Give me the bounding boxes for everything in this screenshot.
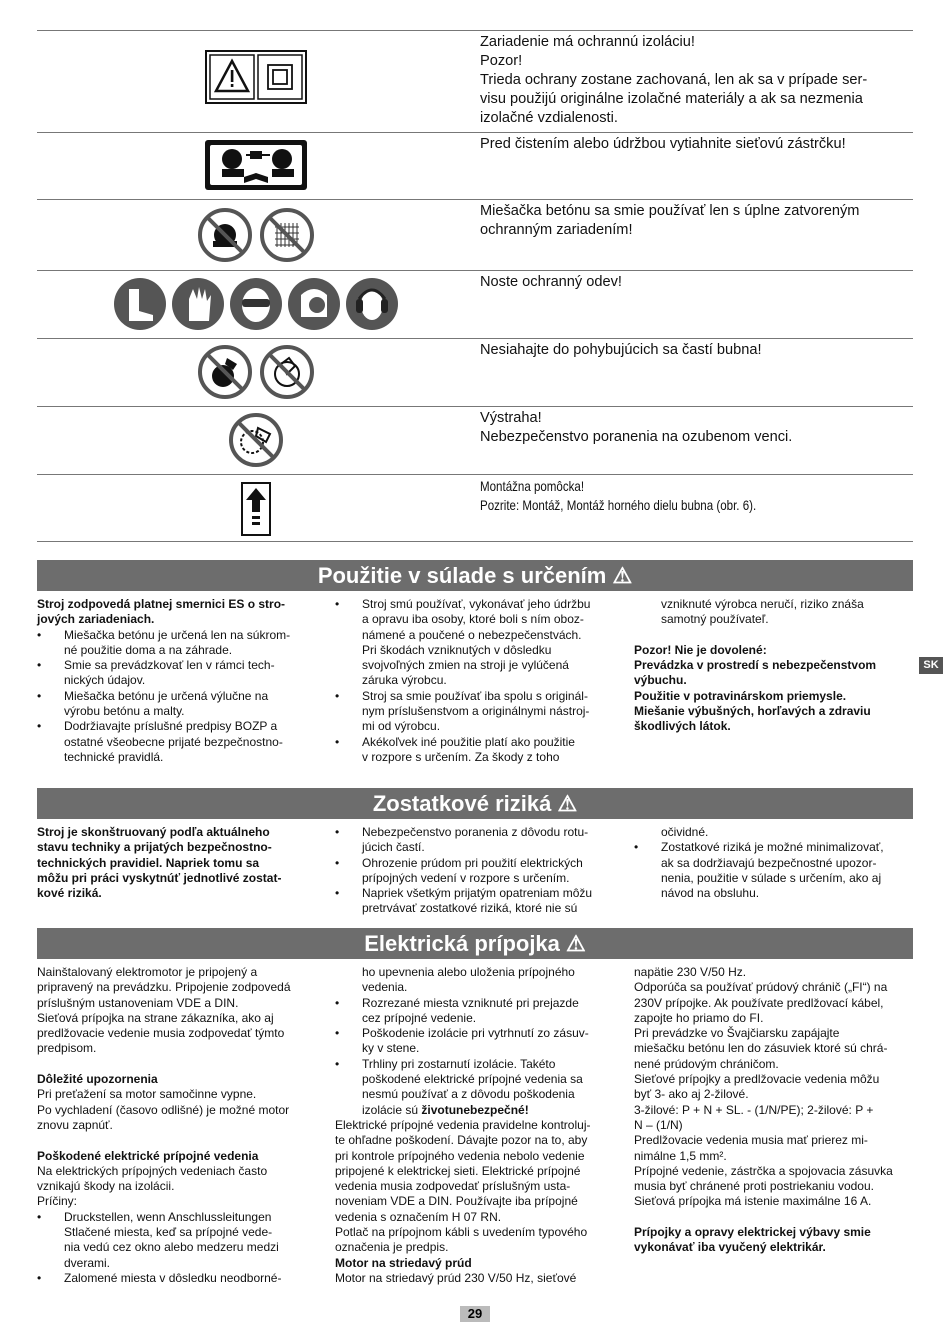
intended-use-col3	[634, 597, 909, 735]
text-line: kové riziká.	[37, 886, 102, 901]
text-line: Akékoľvek iné použitie platí ako použitie	[362, 734, 575, 749]
text-line: miešačku betónu len do zásuviek ktoré sú chrá-	[634, 1041, 888, 1056]
safety-text-line: Montážna pomôcka!	[480, 479, 585, 494]
text-line: Trhliny pri zostarnutí izolácie. Takéto	[362, 1056, 556, 1071]
electrical-col3	[634, 965, 909, 1256]
text-line: predlžovacie vedenie musia zodpovedať týmto	[37, 1026, 285, 1041]
safety-row-gear-ring	[37, 406, 913, 475]
safety-row-guard	[37, 199, 913, 271]
text-line: Prípojky a opravy elektrickej výbavy smie	[634, 1225, 871, 1240]
text-line: technické pravidlá.	[64, 749, 164, 764]
text-line: pri kontrole prípojného vedenia nebolo vedenie	[335, 1148, 585, 1163]
safety-text-line: Pozrite: Montáž, Montáž horného dielu bubna (obr. 6).	[480, 498, 757, 513]
no-reaching-into-drum-icon	[197, 344, 253, 400]
safety-gloves-icon	[171, 277, 225, 331]
safety-boots-icon	[113, 277, 167, 331]
face-protection-icon	[287, 277, 341, 331]
safety-text-line: Nebezpečenstvo poranenia na ozubenom venci.	[480, 429, 793, 445]
text-line: Predlžovacie vedenia musia mať prierez mi-	[634, 1133, 868, 1148]
text-line: Druckstellen, wenn Anschlussleitungen	[64, 1209, 272, 1224]
text-line: vedenia.	[362, 980, 408, 995]
text-line: očividné.	[661, 825, 709, 839]
safety-row-unplug	[37, 132, 913, 200]
text-line: Pri prevádzke vo Švajčiarsku zapájajte	[634, 1026, 840, 1041]
list-item: • Ohrozenie prúdom pri použití elektrických prípojných vedení v rozpore s určením.	[335, 856, 610, 887]
text-line: júcich častí.	[362, 840, 425, 855]
text-line: výbuchu.	[634, 673, 687, 688]
text-line: nia vedú cez okno alebo medzeru medzi	[64, 1240, 279, 1255]
text-line: pripravený na prevádzku. Pripojenie zodpovedá	[37, 980, 291, 995]
text-line: Prevádzka v prostredí s nebezpečenstvom	[634, 658, 877, 673]
gear-ring-hazard-icon	[228, 412, 284, 468]
safety-text-line: Pred čistením alebo údržbou vytiahnite sieťovú zástrčku!	[480, 136, 846, 152]
text-line: Pri preťažení sa motor samočinne vypne.	[37, 1087, 257, 1102]
text-line: Miešačka betónu je určená len na súkrom-	[64, 627, 291, 642]
text-line: Na elektrických prípojných vedeniach často	[37, 1163, 268, 1178]
text-line: musia byť chránené proti postriekaniu vodou.	[634, 1179, 874, 1194]
text-line: v rozpore s určením. Za škody z toho	[362, 749, 560, 764]
text-line: Prípojné vedenie, zástrčka a spojovacia zásuvka	[634, 1163, 893, 1178]
assembly-aid-arrow-icon	[241, 482, 271, 536]
text-line: 230V prípojke. Ak používate predlžovací kábel,	[634, 995, 884, 1010]
text-line: nesmú používať a z dôvodu poškodenia	[362, 1087, 575, 1102]
list-item: • Rozrezané miesta vzniknuté pri prejazde cez prípojné vedenie.	[335, 996, 610, 1027]
text-line: Príčiny:	[37, 1194, 78, 1209]
safety-row-protective-insulation	[37, 30, 913, 133]
text-line: pretrvávať zostatkové riziká, ktoré nie sú	[362, 901, 578, 916]
text-line: dverami.	[64, 1255, 111, 1270]
text-line: Stlačené miesta, keď sa prípojné vede-	[64, 1225, 273, 1240]
language-tab: SK	[919, 657, 943, 674]
text-line: Potlač na prípojnom kábli s uvedením typového	[335, 1225, 588, 1240]
text-line: výrobu betónu a malty.	[64, 704, 185, 719]
safety-text-line: Zariadenie má ochrannú izoláciu!	[480, 34, 695, 50]
text-line: Zalomené miesta v dôsledku neodborné-	[64, 1270, 282, 1285]
text-line: izolácie sú	[362, 1102, 422, 1117]
text-line: návod na obsluhu.	[661, 886, 760, 901]
text-line: Smie sa prevádzkovať len v rámci tech-	[64, 658, 275, 673]
page-number: 29	[460, 1306, 490, 1322]
text-line: Stroj je skonštruovaný podľa aktuálneho	[37, 825, 270, 839]
text-line: príslušným ustanoveniam VDE a DIN.	[37, 995, 239, 1010]
text-line: svojvoľných zmien na stroji je vylúčená	[362, 658, 569, 673]
text-line: Poškodenie izolácie pri vytrhnutí zo zásuv-	[362, 1026, 589, 1041]
text-line: označenia je predpis.	[335, 1240, 449, 1255]
text-line: ak sa dodržiavajú bezpečnostné upozor-	[661, 855, 877, 870]
safety-text-line: Nesiahajte do pohybujúcich sa častí bubna!	[480, 342, 762, 358]
list-item: • Druckstellen, wenn Anschlussleitungen Stlačené miesta, keď sa prípojné vede- nia vedú cez okno alebo medzeru medzi dverami.	[37, 1210, 312, 1271]
intended-use-col2	[335, 597, 610, 765]
list-item: • Zostatkové riziká je možné minimalizovať, ak sa dodržiavajú bezpečnostné upozor- nenia, použitie v súlade s určením, ako aj návod na obsluhu.	[634, 840, 909, 901]
text-line: napätie 230 V/50 Hz.	[634, 965, 747, 979]
text-line: Sieťová prípojka na strane zákazníka, ako aj	[37, 1010, 274, 1025]
safety-text-line: Miešačka betónu sa smie používať len s úplne zatvoreným	[480, 203, 860, 219]
list-item: • Stroj sa smie používať iba spolu s originál- nym príslušenstvom a originálnymi nástroj- mi od výrobcu.	[335, 689, 610, 735]
text-line: nických údajov.	[64, 673, 146, 688]
ear-protection-icon	[345, 277, 399, 331]
text-line: Sieťové prípojky a predlžovacie vedenia môžu	[634, 1072, 880, 1087]
subheading: Motor na striedavý prúd	[335, 1255, 472, 1270]
section-title-electrical: Elektrická prípojka ⚠	[37, 928, 913, 959]
text-line: Ohrozenie prúdom pri použití elektrických	[362, 855, 583, 870]
list-item: • Nebezpečenstvo poranenia z dôvodu rotu- júcich častí.	[335, 825, 610, 856]
safety-row-protective-clothing	[37, 270, 913, 339]
text-line: Nebezpečenstvo poranenia z dôvodu rotu-	[362, 825, 589, 839]
safety-text-line: ochranným zariadením!	[480, 222, 633, 238]
text-line: poškodené elektrické prípojné vedenia sa	[362, 1072, 583, 1087]
text-line: 3-žilové: P + N + SL. - (1/N/PE); 2-žilové: P +	[634, 1102, 874, 1117]
no-open-guard-icon	[259, 207, 315, 263]
safety-row-assembly-aid	[37, 474, 913, 543]
list-item: • Miešačka betónu je určená len na súkrom- né použitie doma a na záhrade.	[37, 628, 312, 659]
safety-text-line: visu použijú originálne izolačné materiály a ak sa nezmenia	[480, 91, 863, 107]
no-hand-in-drum-icon	[259, 344, 315, 400]
text-line: te ohľadne poškodení. Dávajte pozor na to, aby	[335, 1133, 588, 1148]
text-line: Miešačka betónu je určená výlučne na	[64, 688, 269, 703]
subheading: Poškodené elektrické prípojné vedenia	[37, 1148, 259, 1163]
safety-text-line: izolačné vzdialenosti.	[480, 110, 618, 126]
text-line: znovu zapnúť.	[37, 1117, 113, 1132]
safety-text-line: Noste ochranný odev!	[480, 274, 622, 290]
text-line: cez prípojné vedenie.	[362, 1010, 477, 1025]
text-line: Rozrezané miesta vzniknuté pri prejazde	[362, 995, 579, 1010]
intended-use-col1	[37, 597, 312, 765]
text-line: stavu techniky a prijatých bezpečnostno-	[37, 840, 272, 855]
text-line: Stroj sa smie používať iba spolu s originál-	[362, 688, 588, 703]
text-line: ostatné všeobecne prijaté bezpečnostno-	[64, 734, 283, 749]
text-line: Pri škodách vzniknutých v dôsledku	[362, 642, 552, 657]
text-line: né použitie doma a na záhrade.	[64, 642, 233, 657]
bold-warning-word: životunebezpečné!	[421, 1102, 529, 1117]
safety-text-line: Pozor!	[480, 53, 523, 69]
text-line: noveniam VDE a DIN. Používajte iba prípojné	[335, 1194, 578, 1209]
list-item: • Smie sa prevádzkovať len v rámci tech- nických údajov.	[37, 658, 312, 689]
list-item: • Akékoľvek iné použitie platí ako použitie v rozpore s určením. Za škody z toho	[335, 735, 610, 766]
text-line: škodlivých látok.	[634, 719, 731, 734]
residual-risks-col3	[634, 825, 909, 901]
text-line: Sieťová prípojka má istenie maximálne 16 A.	[634, 1194, 872, 1209]
electrical-col1	[37, 965, 312, 1286]
text-line: nym príslušenstvom a originálnymi nástroj-	[362, 704, 590, 719]
list-item: • Poškodenie izolácie pri vytrhnutí zo zásuv- ky v stene.	[335, 1026, 610, 1057]
text-line: mi od výrobcu.	[362, 719, 441, 734]
text-line: nimálne 1,5 mm².	[634, 1148, 727, 1163]
text-line: zapojte ho priamo do FI.	[634, 1010, 764, 1025]
text-line: Napriek všetkým prijatým opatreniam môžu	[362, 886, 593, 901]
text-line: Motor na striedavý prúd 230 V/50 Hz, sieťové	[335, 1270, 577, 1285]
subheading: Dôležité upozornenia	[37, 1072, 158, 1087]
table-bottom-rule	[37, 541, 913, 542]
text-line: Nainštalovaný elektromotor je pripojený a	[37, 965, 258, 979]
text-line: vzniknuté výrobca neručí, riziko znáša	[661, 597, 864, 611]
residual-risks-col1	[37, 825, 312, 901]
safety-text-line: Výstraha!	[480, 410, 542, 426]
text-line: záruka výrobcu.	[362, 673, 447, 688]
list-item: • Zalomené miesta v dôsledku neodborné-	[37, 1271, 312, 1286]
text-line: samotný používateľ.	[661, 612, 769, 627]
text-line: námené a poučené o nebezpečenstvách.	[362, 627, 582, 642]
text-line: a opravu iba osoby, ktoré boli s ním oboz-	[362, 612, 584, 627]
text-line: vznikajú škody na izolácii.	[37, 1179, 175, 1194]
text-line: pripojené k elektrickej sieti. Elektrické prípojné	[335, 1163, 581, 1178]
text-line: Stroj zodpovedá platnej smernici ES o stro-	[37, 597, 286, 611]
section-title-residual-risks: Zostatkové riziká ⚠	[37, 788, 913, 819]
text-line: Miešanie výbušných, horľavých a zdraviu	[634, 704, 871, 719]
eye-protection-icon	[229, 277, 283, 331]
list-item: • Miešačka betónu je určená výlučne na výrobu betónu a malty.	[37, 689, 312, 720]
text-line: Odporúča sa používať prúdový chránič („FI“) na	[634, 980, 888, 995]
text-line: technických pravidiel. Napriek tomu sa	[37, 855, 260, 870]
protection-class-icon	[204, 49, 308, 105]
electrical-col2	[335, 965, 610, 1286]
list-item: • Dodržiavajte príslušné predpisy BOZP a ostatné všeobecne prijaté bezpečnostno- technické pravidlá.	[37, 719, 312, 765]
text-line: ho upevnenia alebo uloženia prípojného	[362, 965, 575, 979]
text-line: predpisom.	[37, 1041, 97, 1056]
text-line: N – (1/N)	[634, 1117, 683, 1132]
text-line: nené prúdovým chráničom.	[634, 1056, 779, 1071]
section-title-intended-use: Použitie v súlade s určením ⚠	[37, 560, 913, 591]
text-line: ky v stene.	[362, 1041, 420, 1056]
residual-risks-col2	[335, 825, 610, 917]
list-item: • Stroj smú používať, vykonávať jeho údržbu a opravu iba osoby, ktoré boli s ním oboz- námené a poučené o nebezpečenstvách. Pri škodách vzniknutých v dôsledku svojvoľných zmien na stroji je vylúčená záruka výrobcu.	[335, 597, 610, 689]
text-line: Zostatkové riziká je možné minimalizovať,	[661, 840, 884, 855]
text-line: vykonávať iba vyučený elektrikár.	[634, 1240, 826, 1255]
text-line: Stroj smú používať, vykonávať jeho údržbu	[362, 597, 591, 611]
text-line: Po vychladení (časovo odlišné) je možné motor	[37, 1102, 290, 1117]
text-line: môžu pri práci vyskytnúť jednotlivé zostat-	[37, 870, 282, 885]
text-line: Použitie v potravinárskom priemysle.	[634, 688, 847, 703]
text-line: Pozor! Nie je dovolené:	[634, 642, 767, 657]
text-line: byť 3- ako aj 2-žilové.	[634, 1087, 749, 1102]
list-item: • Trhliny pri zostarnutí izolácie. Takéto poškodené elektrické prípojné vedenia sa nesmú používať a z dôvodu poškodenia izolácie sú životunebezpečné!	[335, 1057, 610, 1118]
text-line: jových zariadeniach.	[37, 612, 155, 627]
safety-text-line: Trieda ochrany zostane zachovaná, len ak sa v prípade ser-	[480, 72, 868, 88]
text-line: Elektrické prípojné vedenia pravidelne kontroluj-	[335, 1117, 591, 1132]
no-operation-without-guard-icon	[197, 207, 253, 263]
unplug-before-maintenance-icon	[204, 139, 308, 191]
text-line: vedenia s označením H 07 RN.	[335, 1209, 502, 1224]
text-line: vedenia musia zodpovedať príslušným usta-	[335, 1179, 571, 1194]
list-item: • Napriek všetkým prijatým opatreniam môžu pretrvávať zostatkové riziká, ktoré nie sú	[335, 886, 610, 917]
text-line: Dodržiavajte príslušné predpisy BOZP a	[64, 719, 278, 734]
text-line: nenia, použitie v súlade s určením, ako aj	[661, 870, 882, 885]
safety-row-moving-parts	[37, 338, 913, 407]
text-line: prípojných vedení v rozpore s určením.	[362, 870, 570, 885]
